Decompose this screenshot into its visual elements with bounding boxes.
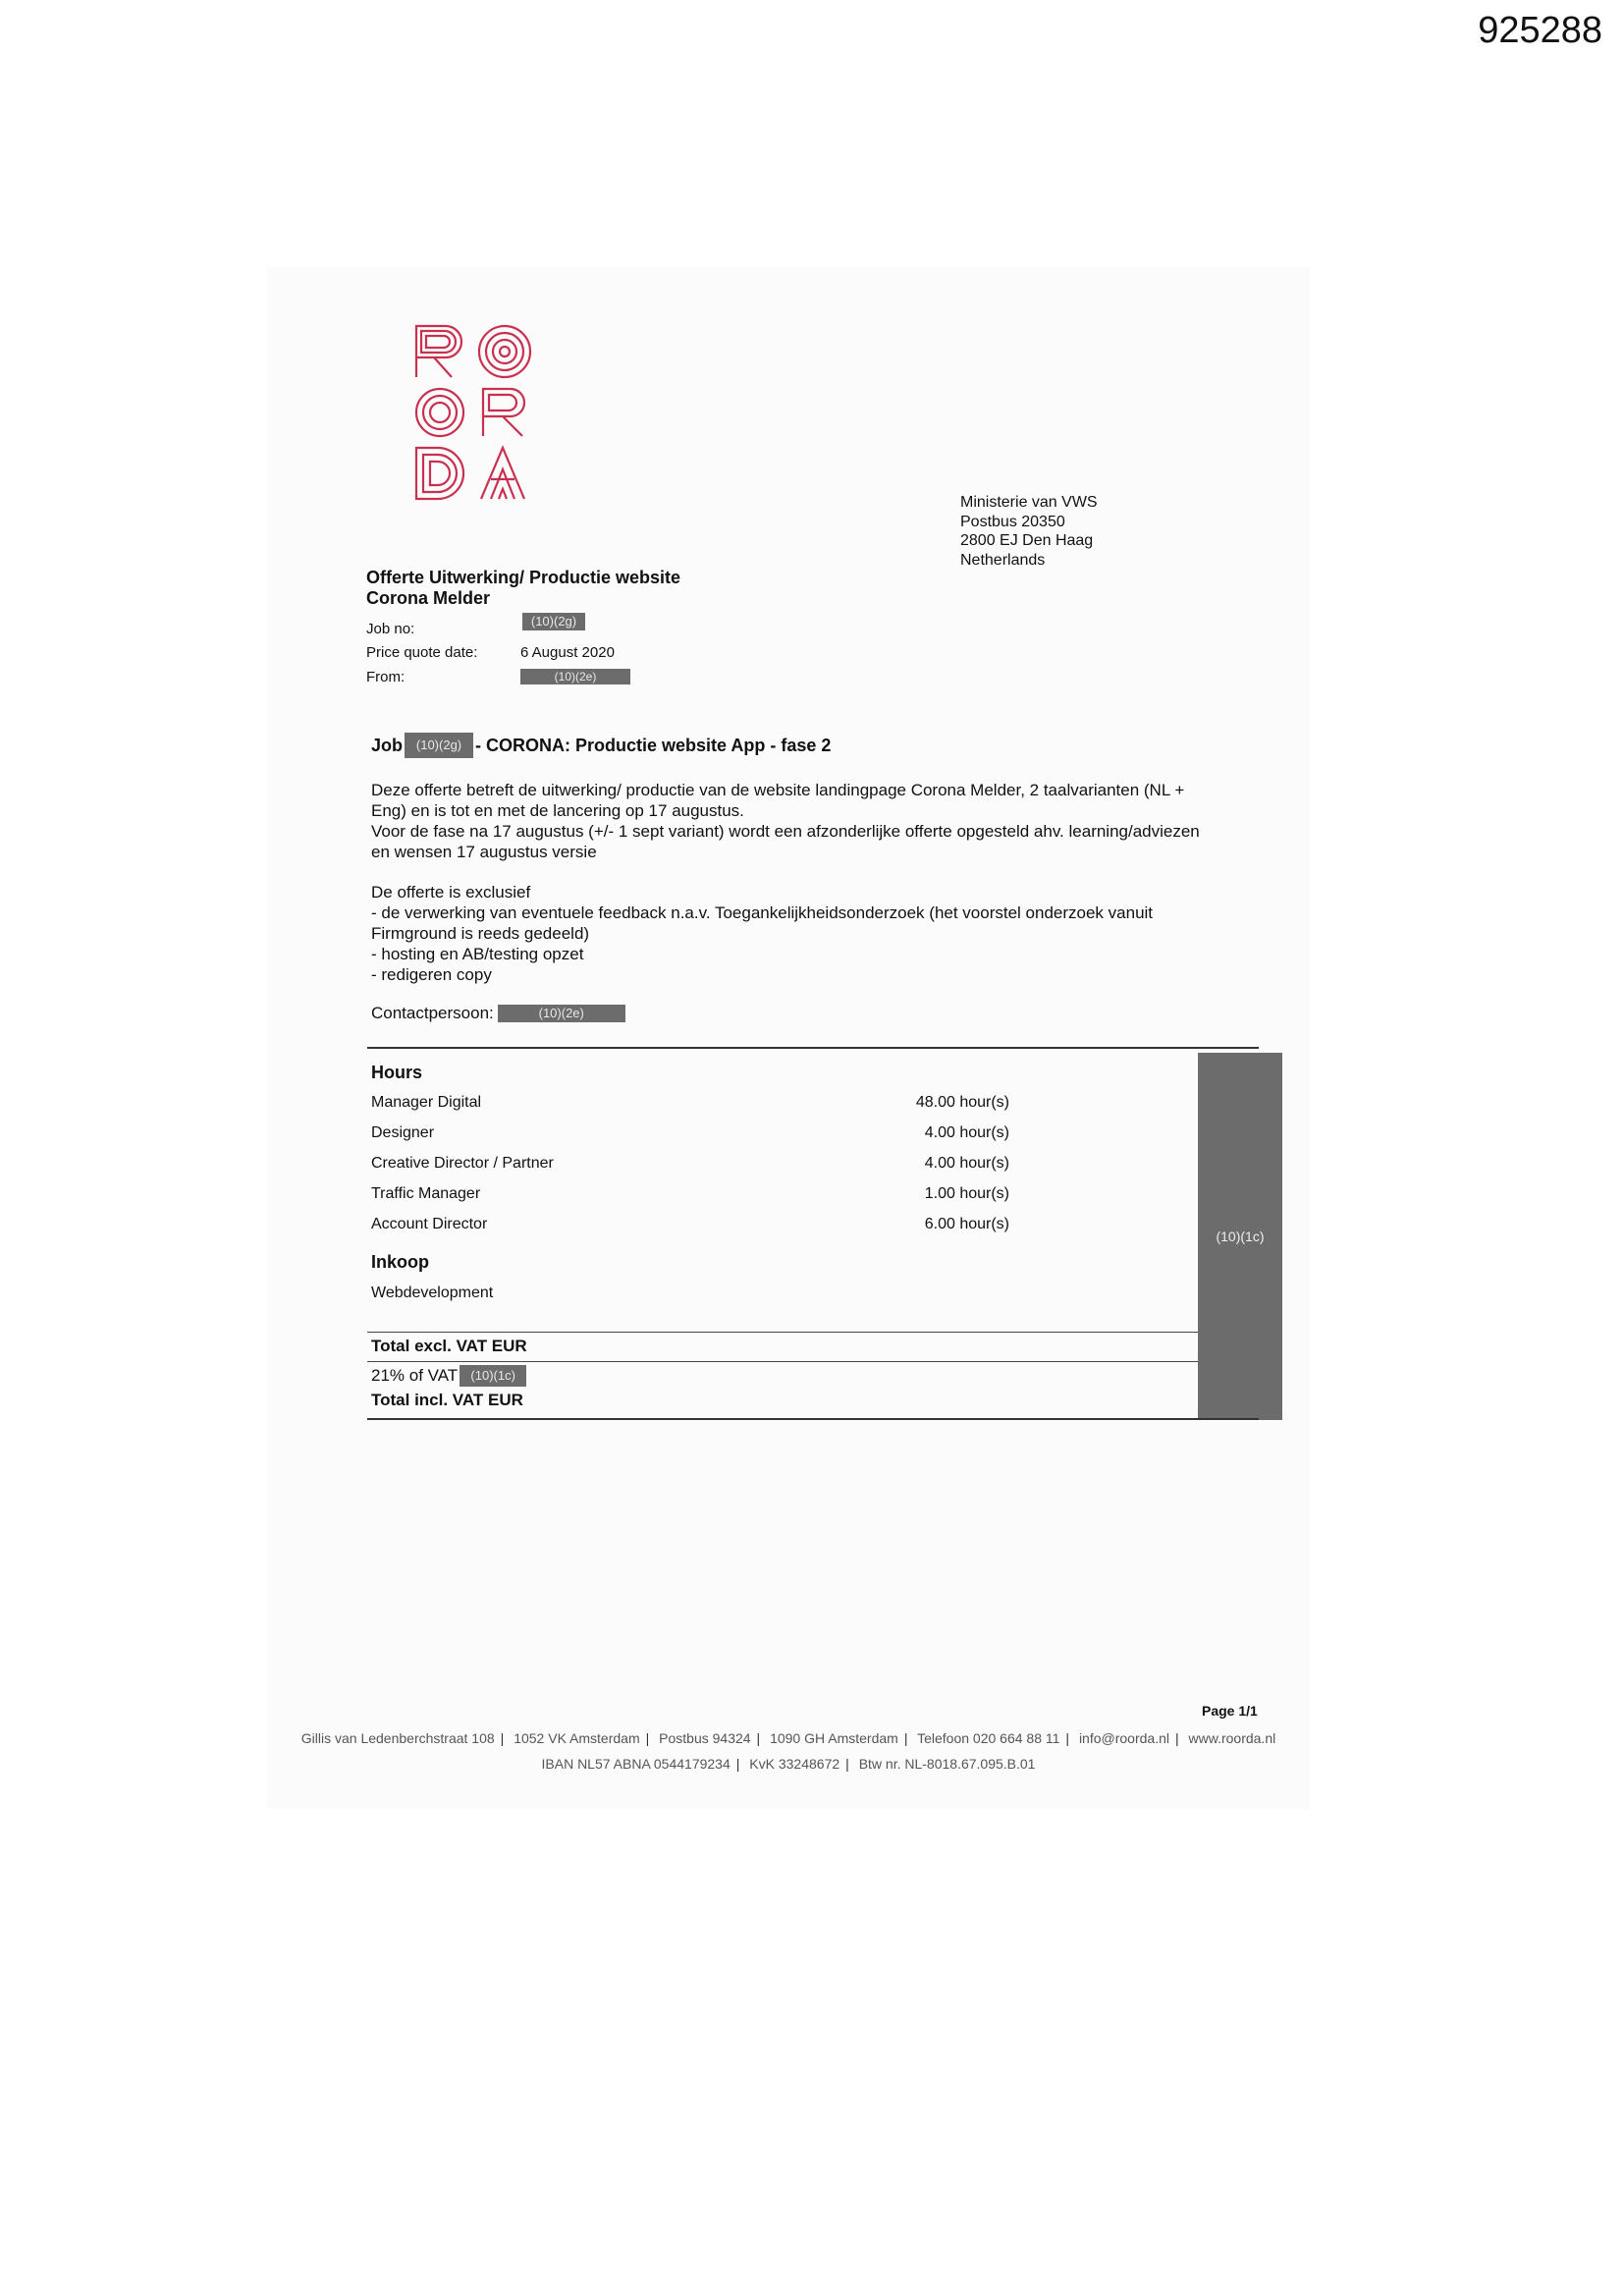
- job-no-label: Job no:: [366, 621, 415, 637]
- recipient-line: 2800 EJ Den Haag: [960, 532, 1094, 549]
- vat-line: [371, 1365, 526, 1387]
- date-label: Price quote date:: [366, 644, 478, 661]
- hours-value: 6.00 hour(s): [924, 1216, 1009, 1232]
- inkoop-heading: Inkoop: [371, 1252, 429, 1272]
- hours-role: Creative Director / Partner: [371, 1155, 554, 1172]
- hours-heading: Hours: [371, 1063, 423, 1082]
- description-line: Deze offerte betreft de uitwerking/ productie van de website landingpage Corona Melder, 2 taalvarianten (NL +: [371, 781, 1185, 799]
- divider: [367, 1332, 1198, 1333]
- job-suffix: - CORONA: Productie website App - fase 2: [475, 735, 832, 755]
- title-line: Corona Melder: [366, 588, 491, 608]
- exclusion-line: - hosting en AB/testing opzet: [371, 945, 584, 963]
- amounts-redaction: [1198, 1053, 1282, 1420]
- exclusion-line: - redigeren copy: [371, 965, 492, 984]
- hours-role: Traffic Manager: [371, 1185, 481, 1202]
- footer-postbus: Postbus 94324: [659, 1730, 751, 1746]
- exclusion-line: Firmground is reeds gedeeld): [371, 924, 590, 943]
- date-value: 6 August 2020: [520, 644, 615, 661]
- page-number: Page 1/1: [1202, 1703, 1258, 1719]
- contact-label: Contactpersoon:: [371, 1004, 494, 1022]
- description-line: Eng) en is tot en met de lancering op 17 augustus.: [371, 801, 744, 820]
- hours-value: 4.00 hour(s): [924, 1155, 1009, 1172]
- hours-role: Designer: [371, 1124, 435, 1141]
- footer-postbus-city: 1090 GH Amsterdam: [770, 1730, 898, 1746]
- job-heading: [371, 733, 831, 758]
- vat-redaction: (10)(1c): [460, 1365, 526, 1387]
- document-title: [366, 568, 680, 609]
- footer-address: Gillis van Ledenberchstraat 108: [300, 1730, 495, 1746]
- footer-email: info@roorda.nl: [1078, 1730, 1169, 1746]
- footer-website: www.roorda.nl: [1188, 1730, 1276, 1746]
- exclusion-line: De offerte is exclusief: [371, 883, 531, 902]
- description-line: en wensen 17 augustus versie: [371, 843, 597, 861]
- recipient-line: Ministerie van VWS: [960, 494, 1098, 511]
- description: [371, 780, 1274, 862]
- contact: [371, 1004, 625, 1023]
- recipient-line: Netherlands: [960, 551, 1046, 569]
- footer-line-1: Gillis van Ledenberchstraat 108 | 1052 VK Amsterdam | Postbus 94324 | 1090 GH Amsterdam | Telefoon 020 664 88 11 | info@roorda.nl | www.roorda.nl: [300, 1730, 1276, 1746]
- divider: [367, 1418, 1259, 1420]
- footer-iban: IBAN NL57 ABNA 0544179234: [541, 1756, 731, 1772]
- from-redaction: (10)(2e): [520, 669, 630, 684]
- footer-line-2: IBAN NL57 ABNA 0544179234 | KvK 33248672 | Btw nr. NL-8018.67.095.B.01: [541, 1756, 1036, 1772]
- total-excl-vat: Total excl. VAT EUR: [371, 1337, 527, 1355]
- hours-value: 48.00 hour(s): [915, 1094, 1009, 1111]
- from-label: From:: [366, 669, 406, 685]
- divider: [367, 1047, 1259, 1049]
- roorda-logo: [412, 322, 540, 503]
- exclusions: [371, 882, 1274, 985]
- recipient-address: [960, 493, 1098, 570]
- footer-phone: Telefoon 020 664 88 11: [917, 1730, 1060, 1746]
- hours-value: 4.00 hour(s): [924, 1124, 1009, 1141]
- job-no-redaction: (10)(2g): [522, 613, 585, 630]
- footer-city: 1052 VK Amsterdam: [514, 1730, 640, 1746]
- footer-btw: Btw nr. NL-8018.67.095.B.01: [858, 1756, 1036, 1772]
- description-line: Voor de fase na 17 augustus (+/- 1 sept variant) wordt een afzonderlijke offerte opgesteld ahv. learning/adviezen: [371, 822, 1200, 841]
- job-redaction: (10)(2g): [405, 733, 473, 758]
- hours-role: Manager Digital: [371, 1094, 482, 1111]
- divider: [367, 1361, 1198, 1362]
- job-prefix: Job: [371, 735, 404, 755]
- inkoop-item: Webdevelopment: [371, 1285, 494, 1301]
- footer-kvk: KvK 33248672: [749, 1756, 840, 1772]
- recipient-line: Postbus 20350: [960, 513, 1065, 530]
- document-number: 925288: [1478, 10, 1602, 51]
- total-incl-vat: Total incl. VAT EUR: [371, 1391, 523, 1409]
- title-line: Offerte Uitwerking/ Productie website: [366, 568, 681, 587]
- hours-role: Account Director: [371, 1216, 488, 1232]
- amounts-redaction-label: (10)(1c): [1216, 1229, 1265, 1244]
- vat-label: 21% of VAT: [371, 1366, 459, 1385]
- contact-redaction: (10)(2e): [498, 1005, 625, 1022]
- exclusion-line: - de verwerking van eventuele feedback n.a.v. Toegankelijkheidsonderzoek (het voorstel onderzoek vanuit: [371, 903, 1154, 922]
- hours-value: 1.00 hour(s): [924, 1185, 1009, 1202]
